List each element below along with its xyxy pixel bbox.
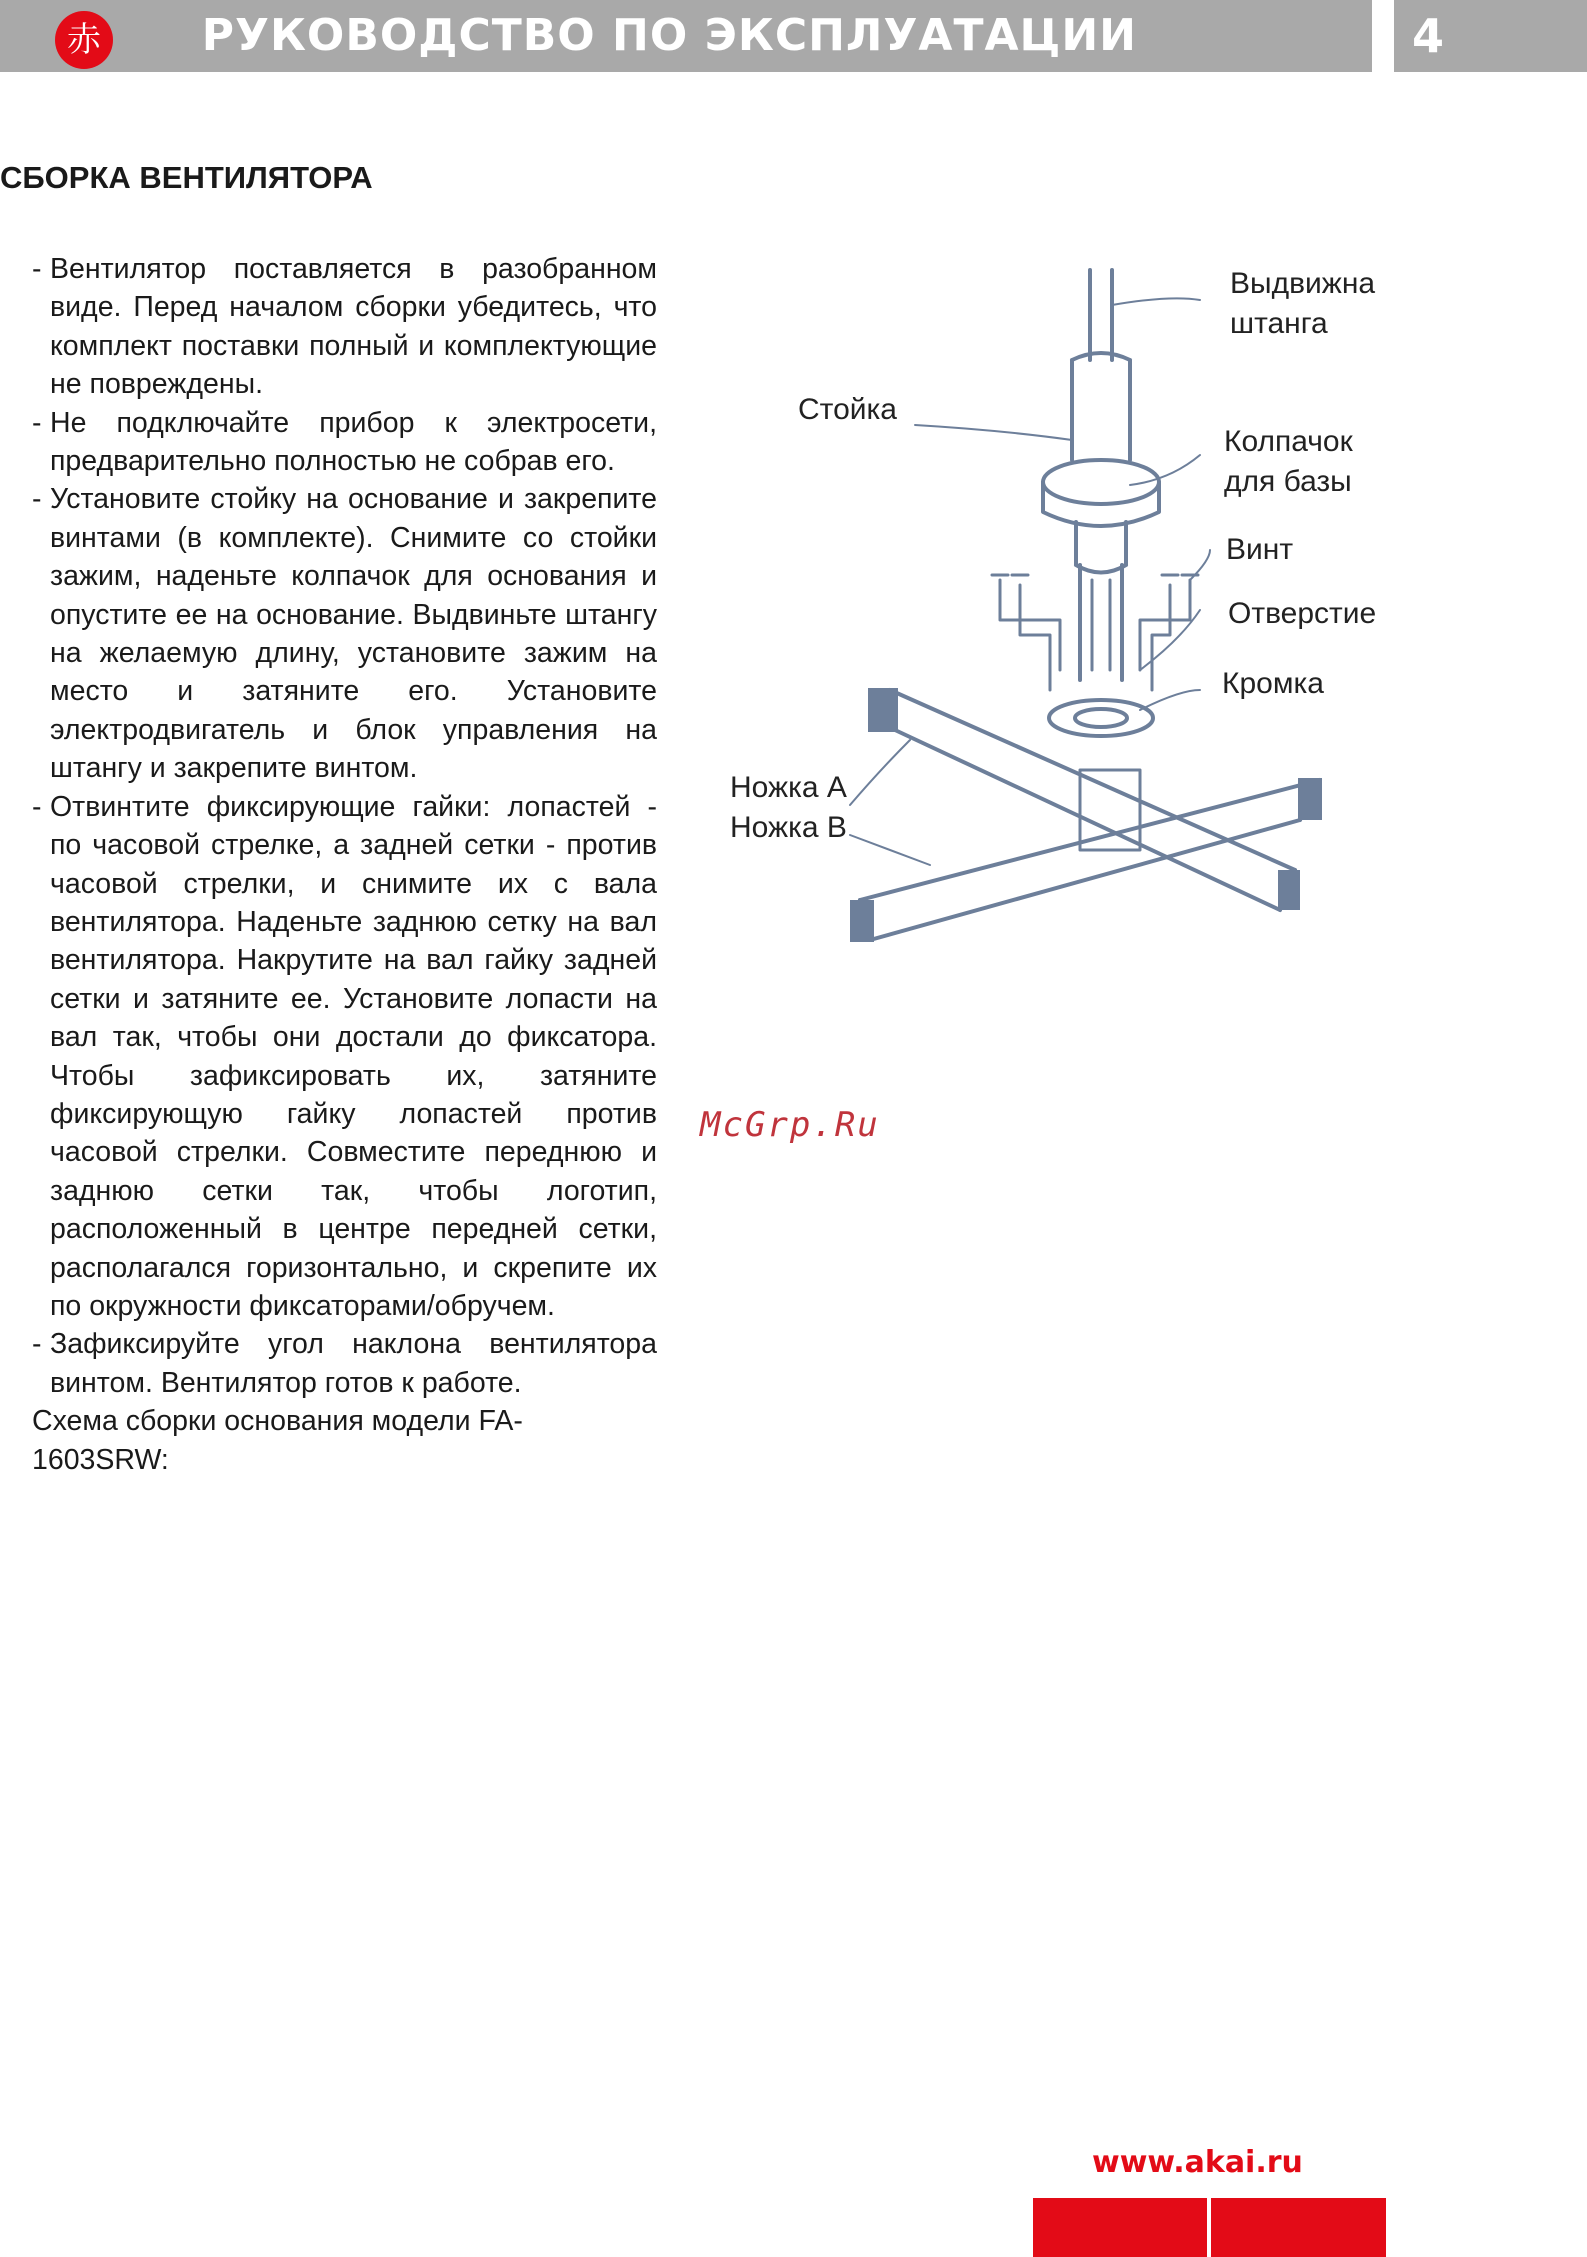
bullet-dash: - <box>32 483 42 516</box>
instructions-body <box>32 250 657 1479</box>
label-cap <box>1224 422 1353 502</box>
label-hole: Отверстие <box>1228 597 1377 630</box>
base-assembly-diagram <box>720 250 1420 1020</box>
label-stand: Стойка <box>798 393 897 426</box>
bullet-text: Вентилятор поставляется в разобранном виде. Перед началом сборки убедитесь, что комплект поставки полный и комплектующие не повреждены. <box>50 253 657 401</box>
label-screw: Винт <box>1226 533 1294 566</box>
bullet-text: Зафиксируйте угол наклона вентилятора винтом. Вентилятор готов к работе. <box>50 1328 657 1399</box>
diagram-caption: Схема сборки основания модели FA-1603SRW: <box>32 1405 523 1476</box>
bullet-dash: - <box>32 406 42 439</box>
page-number-box <box>1394 0 1587 72</box>
bullet-text: Отвинтите фиксирующие гайки: лопастей - по часовой стрелке, а задней сетки - против часовой стрелки, и снимите их с вала вентилятора. Наденьте заднюю сетку на вал вентилятора. Накрутите на вал гайку задней сетки и затяните ее. Установите лопасти на вал так, чтобы они достали до фиксатора. Чтобы зафиксировать их, затяните фиксирующую гайку лопастей против часовой стрелки. Совместите переднюю и заднюю сетки так, чтобы логотип, расположенный в центре передней сетки, располагался горизонтально, и скрепите их по окружности фиксаторами/обручем. <box>50 790 657 1322</box>
header-gap <box>1372 0 1394 72</box>
bullet-dash: - <box>32 790 42 823</box>
label-leg-a: Ножка А <box>730 771 847 804</box>
label-edge: Кромка <box>1222 667 1324 700</box>
bullet-item <box>32 250 657 404</box>
akai-logo: 赤 <box>55 11 113 69</box>
bullet-item <box>32 788 657 1326</box>
bullet-dash: - <box>32 1328 42 1361</box>
label-extension-rod-line1: Выдвижна <box>1230 267 1376 300</box>
page-number: 4 <box>1412 9 1445 63</box>
footer-url[interactable]: www.akai.ru <box>1092 2145 1303 2180</box>
section-title: СБОРКА ВЕНТИЛЯТОРА <box>0 160 373 195</box>
header-title: РУКОВОДСТВО ПО ЭКСПЛУАТАЦИИ <box>201 10 1137 61</box>
footer-block-right <box>1211 2198 1386 2257</box>
header-bar <box>0 0 1372 72</box>
bullet-item <box>32 480 657 787</box>
label-extension-rod-line2: штанга <box>1230 307 1328 340</box>
label-extension-rod <box>1230 264 1375 344</box>
bullet-dash: - <box>32 253 42 285</box>
bullet-text: Установите стойку на основание и закрепите винтами (в комплекте). Снимите со стойки зажим, наденьте колпачок для основания и опустите ее на основание. Выдвиньте штангу на желаемую длину, установите зажим на место и затяните его. Установите электродвигатель и блок управления на штангу и закрепите винтом. <box>50 483 657 785</box>
bullet-item <box>32 404 657 481</box>
bullet-text: Не подключайте прибор к электросети, предварительно полностью не собрав его. <box>50 406 657 478</box>
base-assembly-drawing <box>720 250 1420 1020</box>
watermark: McGrp.Ru <box>700 1105 880 1145</box>
label-leg-b: Ножка В <box>730 811 847 844</box>
footer-block-left <box>1033 2198 1207 2257</box>
label-cap-line1: Колпачок <box>1224 425 1353 458</box>
label-cap-line2: для базы <box>1224 465 1352 498</box>
bullet-item <box>32 1325 657 1402</box>
